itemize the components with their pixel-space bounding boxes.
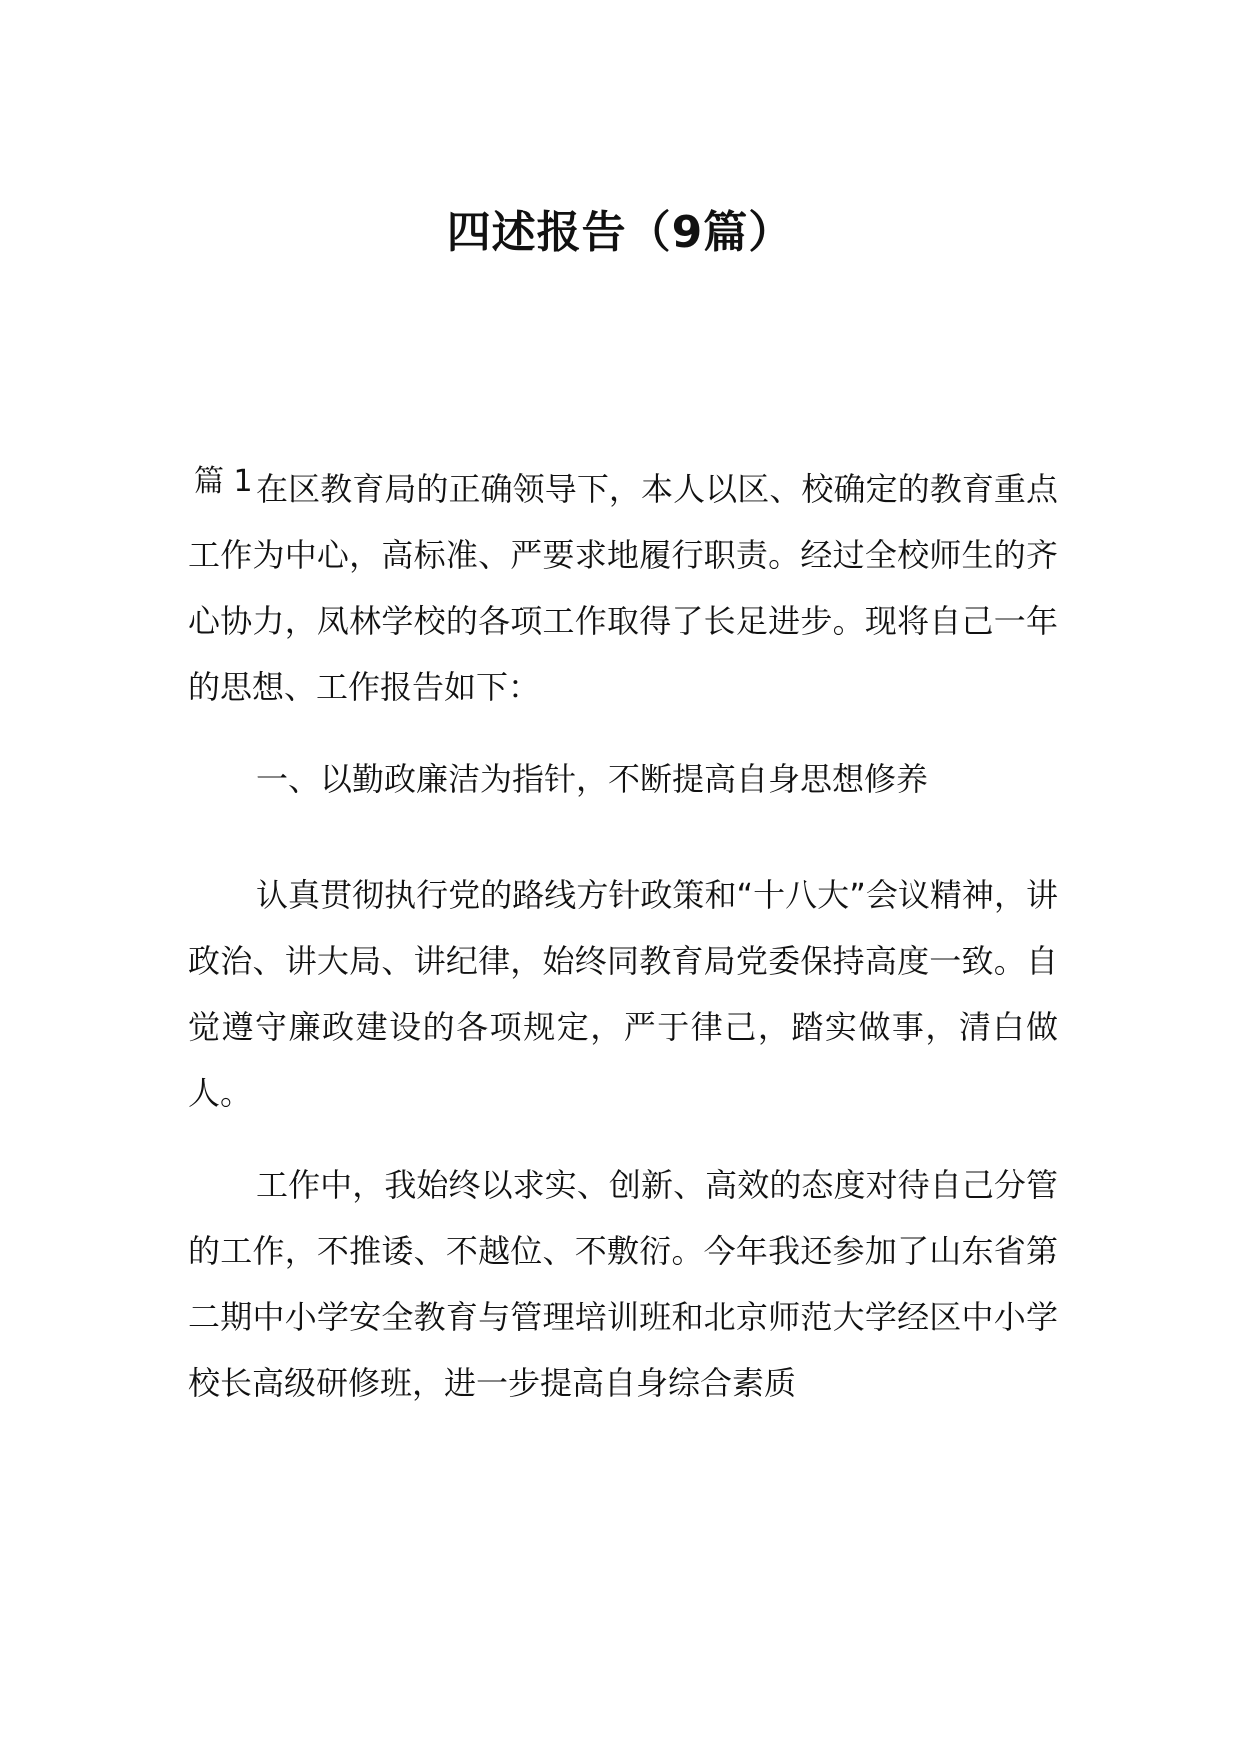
- section-label: 篇 1: [194, 464, 253, 499]
- paragraph-intro: 在区教育局的正确领导下，本人以区、校确定的教育重点工作为中心，高标准、严要求地履行职责。经过全校师生的齐心协力，凤林学校的各项工作取得了长足进步。现将自己一年的思想、工作报告如下：: [188, 470, 1058, 706]
- document-title: 四述报告（9篇）: [446, 207, 794, 258]
- section-heading: 一、以勤政廉洁为指针，不断提高自身思想修养: [256, 760, 929, 798]
- paragraph-politics: 认真贯彻执行党的路线方针政策和“十八大”会议精神，讲政治、讲大局、讲纪律，始终同教育局党委保持高度一致。自觉遵守廉政建设的各项规定，严于律己，踏实做事，清白做人。: [188, 876, 1058, 1112]
- paragraph-work: 工作中，我始终以求实、创新、高效的态度对待自己分管的工作，不推诿、不越位、不敷衍。今年我还参加了山东省第二期中小学安全教育与管理培训班和北京师范大学经区中小学校长高级研修班，进一步提高自身综合素质: [188, 1166, 1058, 1402]
